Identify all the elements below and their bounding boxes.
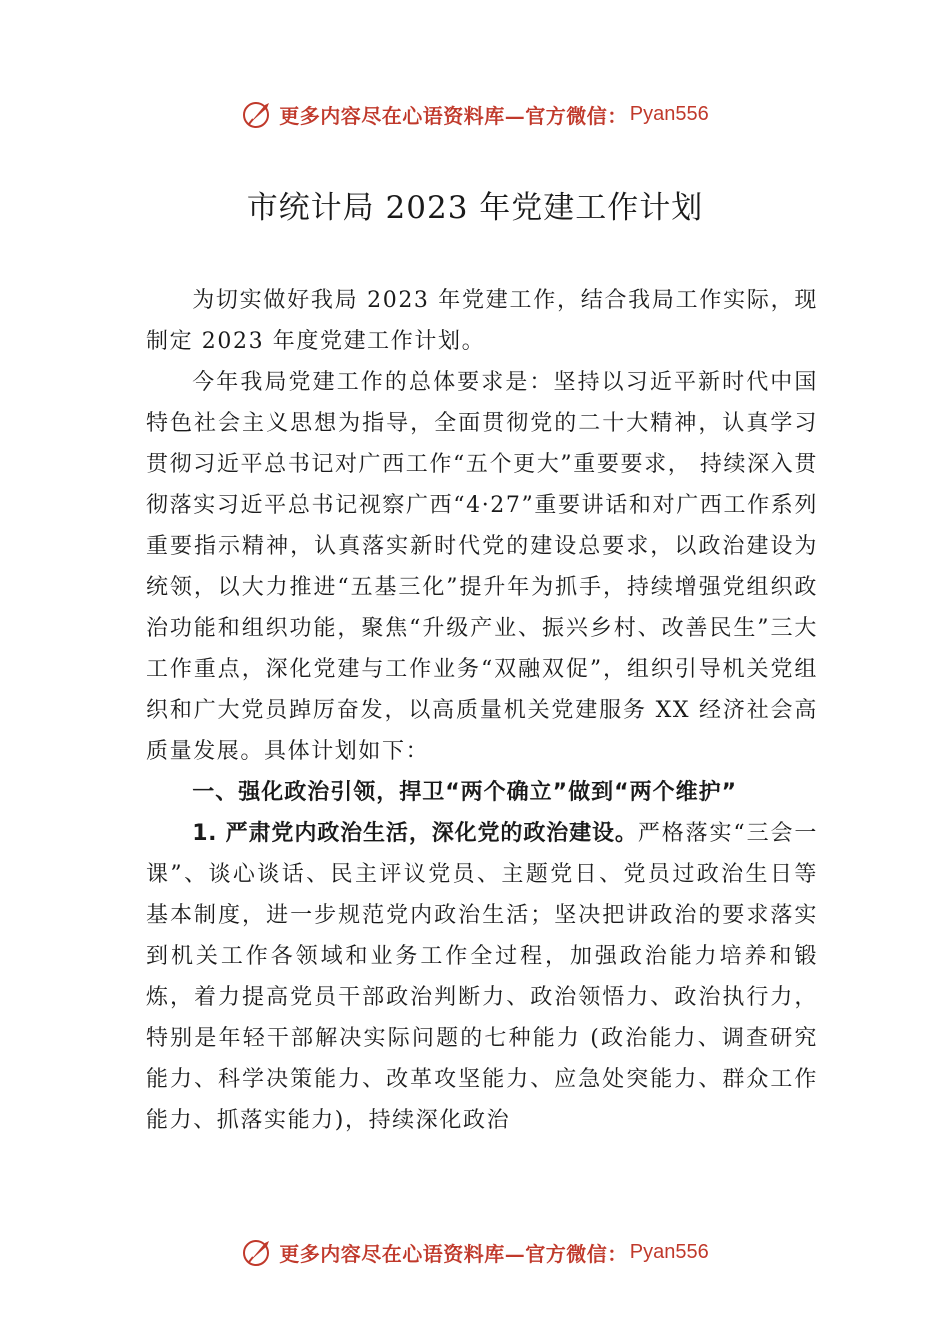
watermark-header xyxy=(0,94,950,134)
paragraph-item-1 xyxy=(146,813,818,1141)
paragraph-intro: 为切实做好我局 2023 年党建工作，结合我局工作实际，现制定 2023 年度党建工作计划。 xyxy=(146,288,818,354)
paragraph-requirements: 今年我局党建工作的总体要求是：坚持以习近平新时代中国特色社会主义思想为指导，全面贯彻党的二十大精神，认真学习贯彻习近平总书记对广西工作“五个更大”重要要求， 持续深入贯彻落实习近平总书记视察广西“4·27”重要讲话和对广西工作系列重要指示精神，认真落实新时代党的建设总要求，以政治建设为统领，以大力推进“五基三化”提升年为抓手，持续增强党组织政治功能和组织功能，聚焦“升级产业、振兴乡村、改善民生”三大工作重点，深化党建与工作业务“双融双促”，组织引导机关党组织和广大党员踔厉奋发，以高质量机关党建服务 XX 经济社会高质量发展。具体计划如下： xyxy=(146,370,818,764)
watermark-footer xyxy=(0,1232,950,1272)
watermark-handle: Pyan556 xyxy=(629,102,709,125)
item-1-lead: 1. 严肃党内政治生活，深化党的政治建设。 xyxy=(192,821,638,846)
item-1-body: 严格落实“三会一课”、谈心谈话、民主评议党员、主题党日、党员过政治生日等基本制度，进一步规范党内政治生活；坚决把讲政治的要求落实到机关工作各领域和业务工作全过程，加强政治能力培养和锻炼，着力提高党员干部政治判断力、政治领悟力、政治执行力，特别是年轻干部解决实际问题的七种能力 (政治能力、调查研究能力、科学决策能力、改革攻坚能力、应急处突能力、群众工作能力、抓落实能力)，持续深化政治 xyxy=(146,821,818,1133)
quill-logo-icon xyxy=(241,97,275,131)
watermark-handle: Pyan556 xyxy=(629,1240,709,1263)
quill-logo-icon xyxy=(241,1235,275,1269)
watermark-text: 更多内容尽在心语资料库—官方微信： xyxy=(279,1241,628,1266)
document-title: 市统计局 2023 年党建工作计划 xyxy=(246,190,704,226)
section-heading: 一、强化政治引领，捍卫“两个确立”做到“两个维护” xyxy=(192,780,738,805)
watermark-text: 更多内容尽在心语资料库—官方微信： xyxy=(279,103,628,128)
document-body xyxy=(146,280,818,1141)
